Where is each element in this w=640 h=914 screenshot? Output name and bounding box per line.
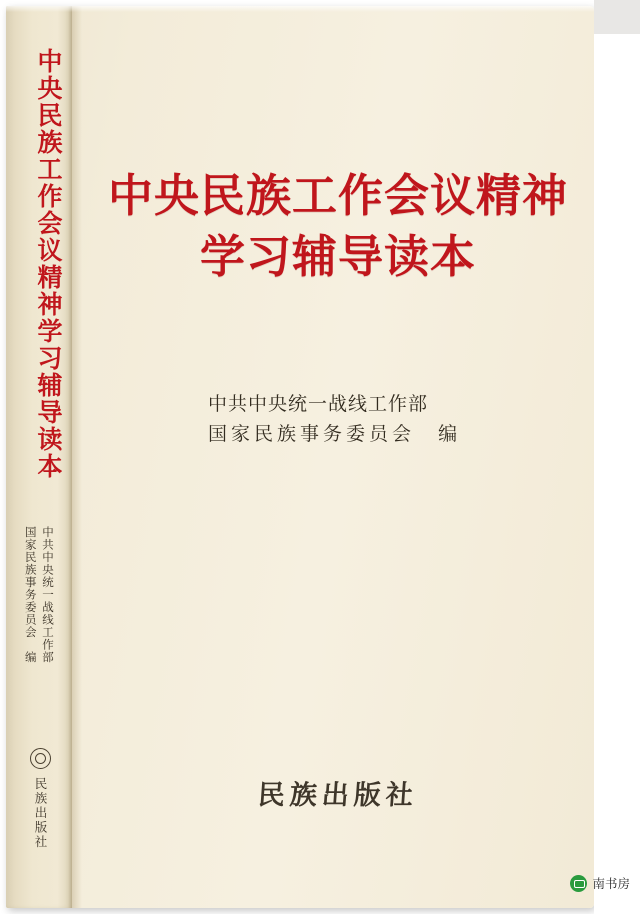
spine-title: 中央民族工作会议精神学习辅导读本 [34,48,63,480]
spine-fold-shadow [72,6,82,908]
watermark-label: 南书房 [592,876,630,891]
cover-title-line-2: 学习辅导读本 [199,229,476,283]
publisher-name: 民族出版社 [256,780,419,811]
cover-author-row [208,389,457,419]
page-right-margin [594,0,640,914]
cover-author-org: 中共中央统一战线工作部 [208,393,429,415]
cover-author-org: 国家民族事务委员会 [208,423,416,446]
spine-author-line: 中共中央统一战线工作部 [41,526,55,664]
book-front-cover [82,6,594,908]
spine-authors [23,526,56,664]
page-corner-shade [594,0,640,34]
watermark [570,874,630,892]
cover-publisher-logo [82,773,594,812]
book-cover-photo [6,6,594,908]
spine-author-line: 国家民族事务委员会 编 [23,526,38,664]
cover-author-row [208,419,457,449]
publisher-emblem-icon [30,748,51,769]
cover-title [82,166,594,288]
cover-title-line-1: 中央民族工作会议精神 [107,169,568,222]
wechat-icon [570,875,587,892]
book-spine [6,6,72,908]
spine-publisher-logo [24,748,56,850]
spine-publisher-name: 民族出版社 [33,777,48,850]
cover-author-role: 编 [438,423,458,446]
cover-authors [208,389,457,450]
